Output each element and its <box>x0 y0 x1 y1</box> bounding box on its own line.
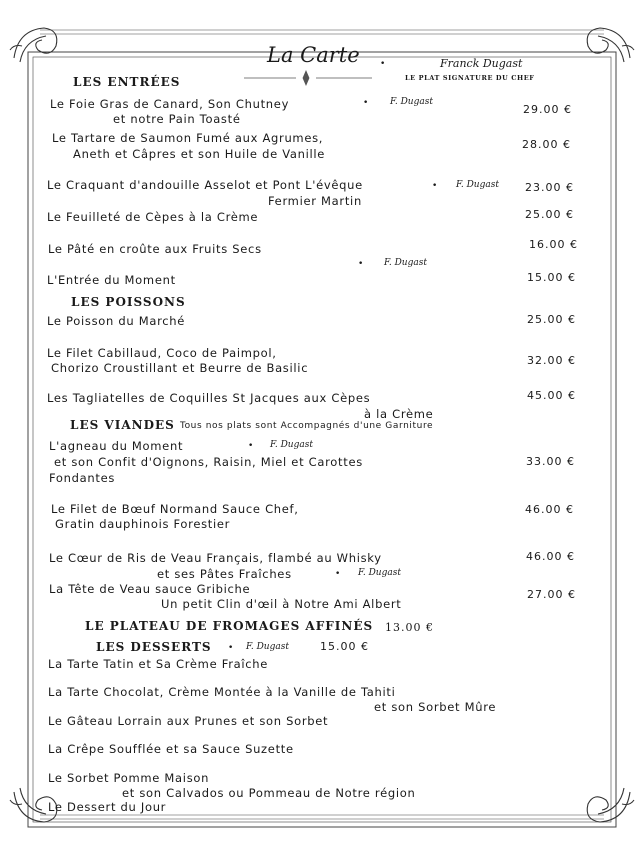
dish-name: Le Gâteau Lorrain aux Prunes et son Sorbet <box>48 714 329 728</box>
dish-name: Le Filet Cabillaud, Coco de Paimpol, <box>47 346 277 360</box>
signature-mark: F. Dugast <box>358 568 401 578</box>
price: 25.00 € <box>527 313 576 326</box>
section-title-desserts: LES DESSERTS <box>96 640 212 654</box>
price: 15.00 € <box>320 640 369 653</box>
section-title-poissons: LES POISSONS <box>71 295 186 309</box>
dish-description: Aneth et Câpres et son Huile de Vanille <box>73 147 326 161</box>
dish-name: Les Tagliatelles de Coquilles St Jacques aux Cèpes <box>47 391 371 405</box>
dish-description: et son Confit d'Oignons, Raisin, Miel et Carottes <box>54 455 363 469</box>
bullet: • <box>380 59 386 69</box>
dish-name: Le Poisson du Marché <box>47 314 186 328</box>
price: 23.00 € <box>525 181 574 194</box>
dish-name: La Tête de Veau sauce Gribiche <box>49 582 251 596</box>
dish-description: Chorizo Croustillant et Beurre de Basilic <box>51 361 309 375</box>
dish-name: Le Craquant d'andouille Asselot et Pont L'évêque <box>47 178 363 192</box>
price: 45.00 € <box>527 389 576 402</box>
dish-description: à la Crème <box>364 407 434 421</box>
price: 28.00 € <box>522 138 571 151</box>
dish-name: L'Entrée du Moment <box>47 273 176 287</box>
signature-mark: F. Dugast <box>384 258 427 268</box>
dish-name: Le Dessert du Jour <box>48 800 167 814</box>
price: 33.00 € <box>526 455 575 468</box>
signature-mark: F. Dugast <box>270 440 313 450</box>
price: 46.00 € <box>525 503 574 516</box>
price: 15.00 € <box>527 271 576 284</box>
chef-name: Franck Dugast <box>440 57 523 70</box>
price: 29.00 € <box>523 103 572 116</box>
dish-description: Fermier Martin <box>268 194 362 208</box>
dish-description: et ses Pâtes Fraîches <box>157 567 292 581</box>
signature-mark: F. Dugast <box>390 97 433 107</box>
section-title-viandes: LES VIANDES <box>70 418 175 432</box>
bullet: • <box>335 569 341 579</box>
bullet: • <box>358 259 364 269</box>
bullet: • <box>248 441 254 451</box>
price: 13.00 € <box>385 621 434 634</box>
dish-description: et son Sorbet Mûre <box>374 700 497 714</box>
dish-name: La Crêpe Soufflée et sa Sauce Suzette <box>48 742 294 756</box>
dish-description: Un petit Clin d'œil à Notre Ami Albert <box>161 597 402 611</box>
dish-name: Le Pâté en croûte aux Fruits Secs <box>48 242 262 256</box>
dish-name: Le Sorbet Pomme Maison <box>48 771 210 785</box>
dish-name: La Tarte Chocolat, Crème Montée à la Vanille de Tahiti <box>48 685 396 699</box>
bullet: • <box>228 643 234 653</box>
price: 16.00 € <box>529 238 578 251</box>
dish-description: Fondantes <box>49 471 116 485</box>
dish-name: Le Foie Gras de Canard, Son Chutney <box>50 97 290 111</box>
corner-ornament-bottom-right <box>587 788 634 822</box>
signature-note: LE PLAT SIGNATURE DU CHEF <box>405 74 535 82</box>
menu-title: La Carte <box>267 43 360 67</box>
price: 25.00 € <box>525 208 574 221</box>
title-divider <box>244 71 372 85</box>
dish-name: L'agneau du Moment <box>49 439 184 453</box>
dish-description: Gratin dauphinois Forestier <box>55 517 231 531</box>
price: 32.00 € <box>527 354 576 367</box>
dish-name: Le Tartare de Saumon Fumé aux Agrumes, <box>52 131 324 145</box>
price: 46.00 € <box>526 550 575 563</box>
signature-mark: F. Dugast <box>246 642 289 652</box>
dish-description: et notre Pain Toasté <box>113 112 241 126</box>
bullet: • <box>432 181 438 191</box>
section-title-fromages: LE PLATEAU DE FROMAGES AFFINÉS <box>85 619 374 633</box>
bullet: • <box>363 98 369 108</box>
dish-name: Le Filet de Bœuf Normand Sauce Chef, <box>51 502 299 516</box>
section-note: Tous nos plats sont Accompagnés d'une Garniture <box>180 421 434 431</box>
signature-mark: F. Dugast <box>456 180 499 190</box>
price: 27.00 € <box>527 588 576 601</box>
dish-name: Le Feuilleté de Cèpes à la Crème <box>47 210 259 224</box>
section-title-entrees: LES ENTRÉES <box>73 75 181 89</box>
dish-description: et son Calvados ou Pommeau de Notre région <box>122 786 416 800</box>
dish-name: Le Cœur de Ris de Veau Français, flambé au Whisky <box>49 551 382 565</box>
dish-name: La Tarte Tatin et Sa Crème Fraîche <box>48 657 269 671</box>
